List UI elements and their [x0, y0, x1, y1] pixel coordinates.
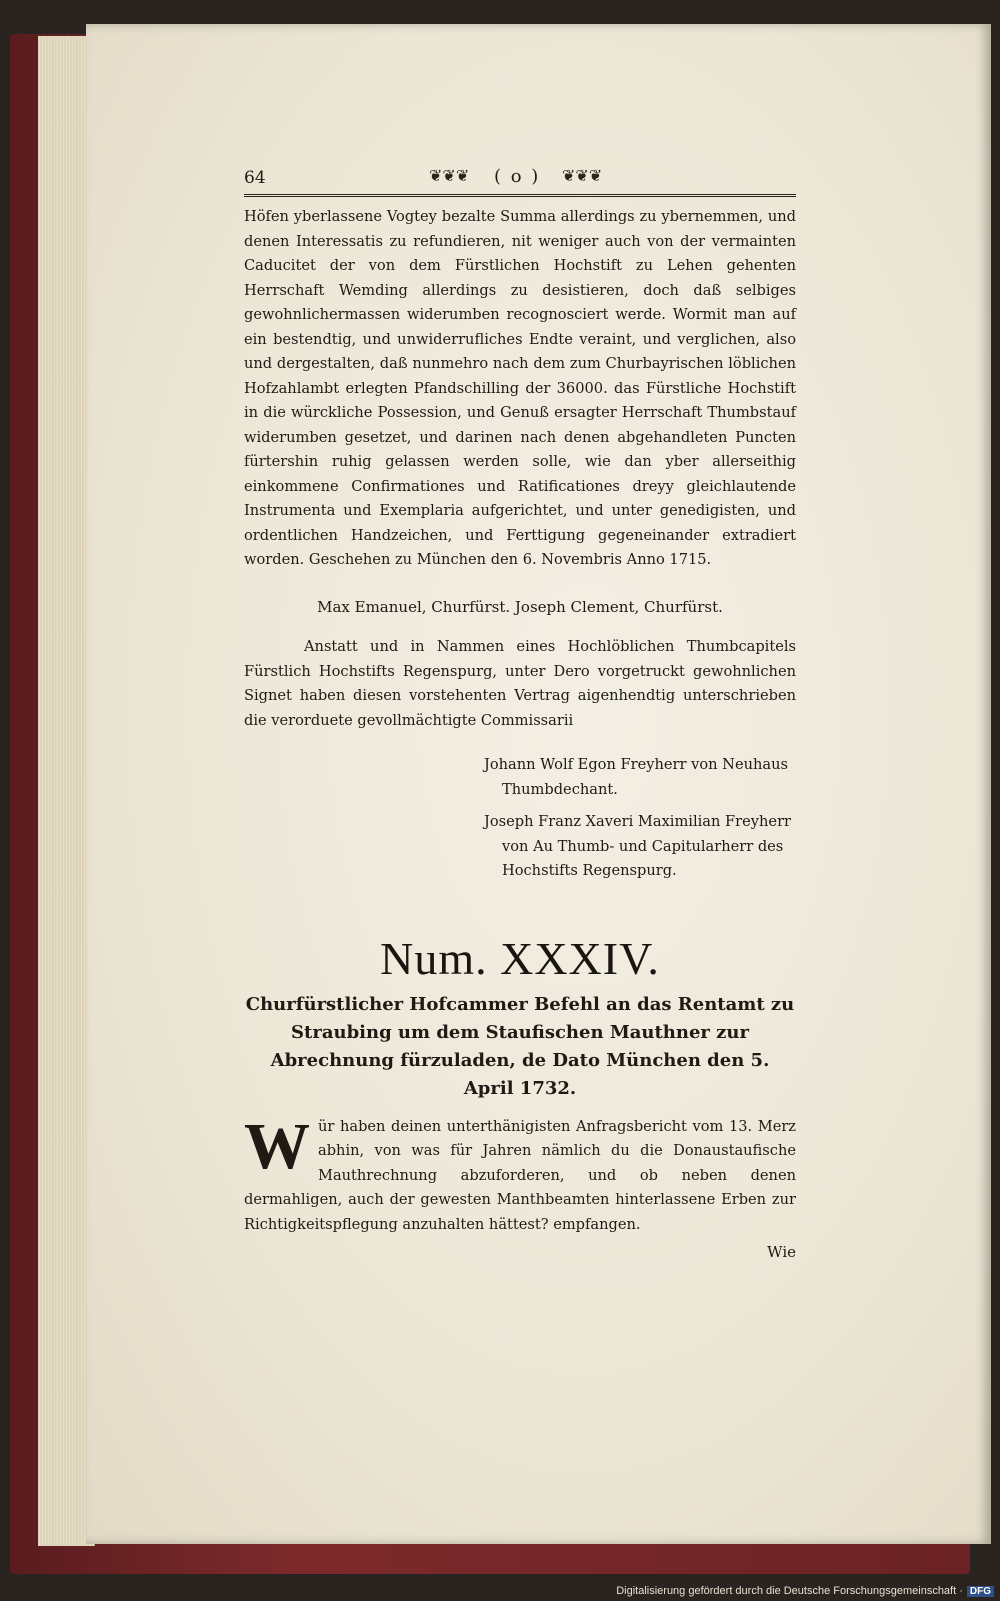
digitization-credit [616, 1585, 994, 1597]
signatories-line: Max Emanuel, Churfürst. Joseph Clement, Churfürst. [317, 597, 723, 616]
section-subtitle: Churfürstlicher Hofcammer Befehl an das Rentamt zu Straubing um dem Staufischen Mauthner zur Abrechnung fürzuladen, de Dato München den 5. April 1732. [245, 993, 795, 1099]
ornament-left-icon: ❦❦❦ [429, 166, 470, 185]
proxy-paragraph: Anstatt und in Nammen eines Hochlöblichen Thumbcapitels Fürstlich Hochstifts Regenspurg, unter Dero vorgetruckt gewohnlichen Signet haben diesen vorstehenten Vertrag aigenhendtig unterschrieben die verorduete gevollmächtigte Commissarii [244, 638, 796, 729]
section-paragraph-container [244, 1109, 796, 1238]
signature-1: Johann Wolf Egon Freyherr von Neuhaus Thumbdechant. [484, 756, 788, 798]
ornament-right-icon: ❦❦❦ [562, 166, 603, 185]
paragraph-1: Höfen yberlassene Vogtey bezalte Summa allerdings zu ybernemmen, und denen Interessatis zu refundieren, nit weniger auch von der vermainten Caducitet der von dem Fürstlichen Hochstift zu Lehen gehenten Herrschaft Wemding allerdings zu desistieren, doch daß selbiges gewohnlichermassen widerumben recognosciert werde. Wormit man auf ein bestendtig, und unwiderrufliches Endte veraint, und verglichen, also und dergestalten, daß nunmehro nach dem zum Churbayrischen löblichen Hofzahlambt erlegten Pfandschilling der 36000. das Fürstliche Hochstift in die würckliche Possession, und Genuß ersagter Herrschaft Thumbstauf widerumben gesetzet, und darinen nach denen abgehandleten Puncten fürtershin ruhig gelassen werden solle, wie dan yber allerseithig einkommene Confirmationes und Ratificationes dreyy gleichlautende Instrumenta und Exemplaria aufgerichtet, und unter genedigisten, und ordentlichen Handzeichen, und Ferttigung gegeneinander extradiert worden. Geschehen zu München den 6. Novembris Anno 1715. [244, 208, 796, 568]
page-number: 64 [244, 168, 266, 188]
signature-block [484, 753, 796, 884]
page-content [244, 164, 796, 1261]
section-number-title: Num. XXXIV. [380, 932, 660, 984]
dfg-logo-icon: DFG [967, 1586, 994, 1597]
drop-initial: W [244, 1109, 310, 1183]
page-header [244, 164, 796, 197]
page-mark: ( o ) [494, 166, 541, 187]
catchword: Wie [767, 1243, 796, 1261]
signature-2: Joseph Franz Xaveri Maximilian Freyherr von Au Thumb- und Capitularherr des Hochstifts Regenspurg. [484, 813, 792, 879]
credit-text: Digitalisierung gefördert durch die Deutsche Forschungsgemeinschaft · [616, 1585, 963, 1597]
section-paragraph: ür haben deinen unterthänigisten Anfragsbericht vom 13. Merz abhin, von was für Jahren nämlich du die Donaustaufische Mauthrechnung abzuforderen, und ob neben denen dermahligen, auch der gewesten Manthbeamten hinterlassene Erben zur Richtigkeitspflegung anzuhalten hättest? empfangen. [244, 1117, 796, 1233]
